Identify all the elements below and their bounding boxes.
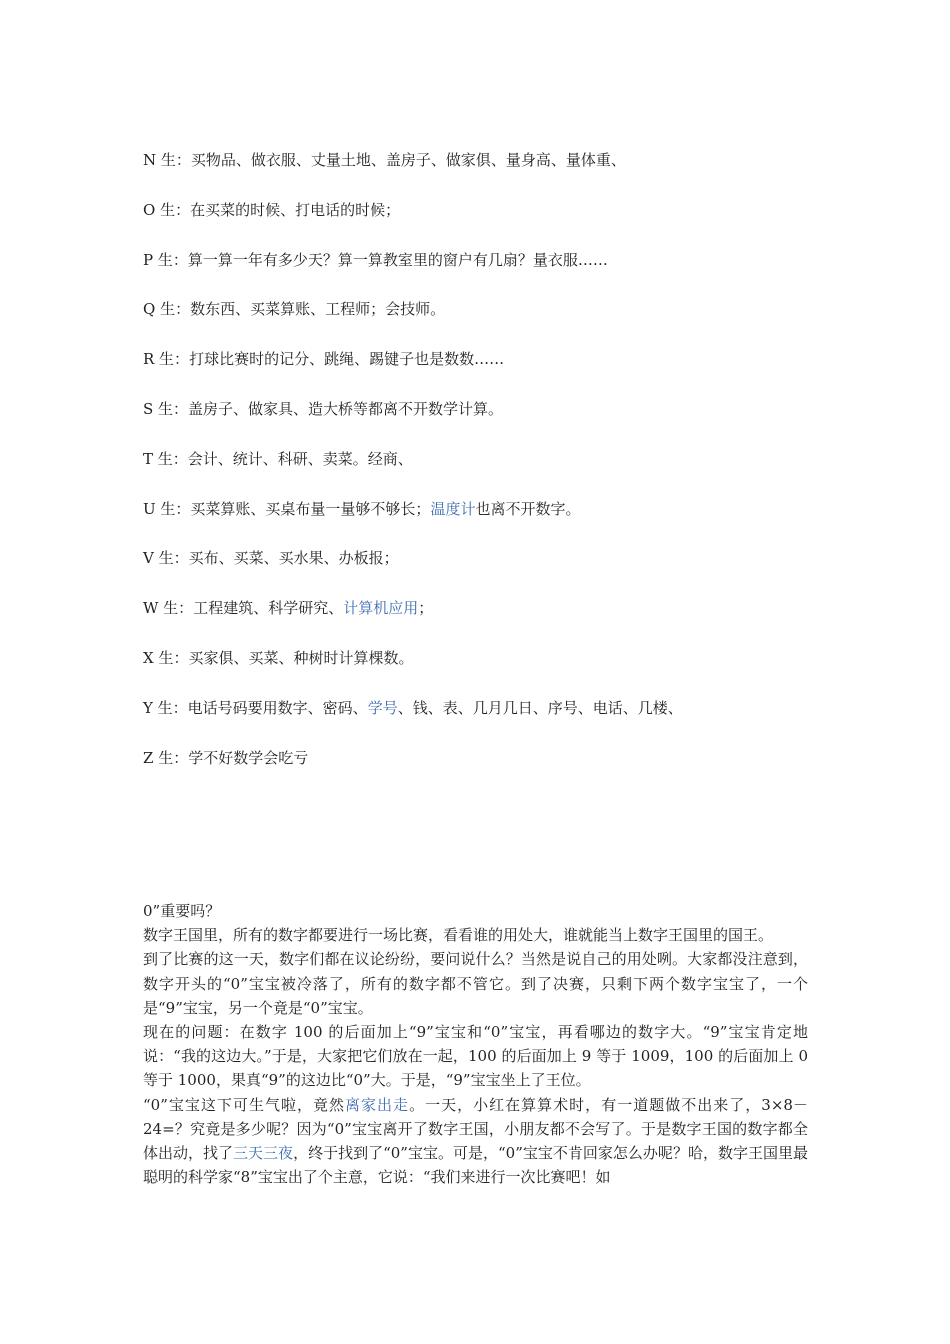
text-segment: 会计、统计、科研、卖菜。经商、: [187, 449, 413, 468]
inline-link[interactable]: 离家出走: [345, 1095, 410, 1114]
dialogue-line: [143, 199, 823, 221]
text-segment: 也离不开数字。: [475, 499, 581, 518]
text-segment: 到了比赛的这一天，数字们都在议论纷纷，要问说什么？当然是说自己的用处咧。大家都没注意到，数字开头的“0”宝宝被冷落了，所有的数字都不管它。到了决赛，只剩下两个数字宝宝了，一个是“9”宝宝，另一个竟是“0”宝宝。: [143, 950, 808, 1017]
text-segment: 、钱、表、几月几日、序号、电话、几楼、: [397, 698, 683, 717]
speaker-label: U 生：: [143, 499, 191, 518]
text-segment: 打球比赛时的记分、跳绳、踢键子也是数数……: [189, 350, 505, 369]
speaker-label: W 生：: [143, 599, 194, 618]
text-segment: 现在的问题：在数字 100 的后面加上“9”宝宝和“0”宝宝，再看哪边的数字大。“9”宝宝肯定地说：“我的这边大。”于是，大家把它们放在一起，100 的后面加上 9 等于 1009，100 的后面加上 0 等于 1000，果真“9”的这边比“0”大。于是，“9”宝宝坐上了王位。: [143, 1023, 808, 1090]
inline-link[interactable]: 温度计: [430, 499, 476, 518]
text-segment: 。一天，小红在算算术时，有一道题做不出来了，3×8－24=？究竟是多少呢？因为“0”宝宝离开了数字王国，小朋友都不会写了。于是数字王国的数字都全体出动，找了: [143, 1095, 808, 1163]
text-segment: 算一算一年有多少天？算一算教室里的窗户有几扇？量衣服……: [187, 250, 608, 269]
story-paragraph: [143, 947, 808, 1020]
speaker-label: P 生：: [143, 250, 188, 269]
dialogue-line: [143, 747, 823, 769]
dialogue-line: [143, 597, 823, 619]
dialogue-line: [143, 249, 823, 271]
speaker-label: S 生：: [143, 399, 189, 418]
text-segment: “0”宝宝这下可生气啦，竟然: [143, 1095, 346, 1114]
dialogue-line: [143, 547, 823, 569]
text-segment: 数东西、买菜算账、工程师；会技师。: [190, 300, 446, 319]
inline-link[interactable]: 计算机应用: [343, 599, 419, 618]
story-paragraph: [143, 1093, 808, 1190]
text-segment: 数字王国里，所有的数字都要进行一场比赛，看看谁的用处大，谁就能当上数字王国里的国王。: [143, 926, 774, 945]
text-segment: ，终于找到了“0”宝宝。可是，“0”宝宝不肯回家怎么办呢？哈，数字王国里最聪明的科学家“8”宝宝出了个主意，它说：“我们来进行一次比赛吧！如: [143, 1144, 808, 1187]
text-segment: 买布、买菜、买水果、办板报；: [188, 549, 399, 568]
dialogue-list: [143, 149, 823, 796]
speaker-label: O 生：: [143, 200, 191, 219]
story-section: [143, 899, 808, 1189]
text-segment: 学不好数学会吃亏: [188, 748, 309, 767]
speaker-label: Z 生：: [143, 748, 189, 767]
inline-link[interactable]: 学号: [367, 698, 398, 717]
story-title: 0”重要吗？: [143, 902, 221, 920]
speaker-label: X 生：: [143, 648, 189, 667]
text-segment: 盖房子、做家具、造大桥等都离不开数学计算。: [188, 399, 504, 418]
text-segment: 买家俱、买菜、种树时计算棵数。: [188, 648, 414, 667]
story-paragraph: [143, 923, 808, 947]
dialogue-line: [143, 647, 823, 669]
text-segment: 工程建筑、科学研究、: [193, 599, 344, 618]
dialogue-line: [143, 448, 823, 470]
speaker-label: T 生：: [143, 449, 188, 468]
dialogue-line: [143, 149, 823, 171]
inline-link[interactable]: 三天三夜: [233, 1144, 294, 1163]
speaker-label: Q 生：: [143, 300, 191, 319]
story-paragraph: [143, 1020, 808, 1093]
dialogue-line: [143, 298, 823, 320]
speaker-label: V 生：: [143, 549, 189, 568]
text-segment: 买菜算账、买桌布量一量够不够长；: [190, 499, 431, 518]
dialogue-line: [143, 398, 823, 420]
text-segment: 在买菜的时候、打电话的时候；: [190, 200, 401, 219]
dialogue-line: [143, 697, 823, 719]
speaker-label: Y 生：: [143, 698, 188, 717]
dialogue-line: [143, 498, 823, 520]
text-segment: ；: [418, 599, 434, 618]
speaker-label: N 生：: [143, 151, 191, 169]
text-segment: 电话号码要用数字、密码、: [187, 698, 368, 717]
speaker-label: R 生：: [143, 350, 190, 369]
dialogue-line: [143, 348, 823, 370]
text-segment: 买物品、做衣服、丈量土地、盖房子、做家俱、量身高、量体重、: [190, 151, 626, 169]
